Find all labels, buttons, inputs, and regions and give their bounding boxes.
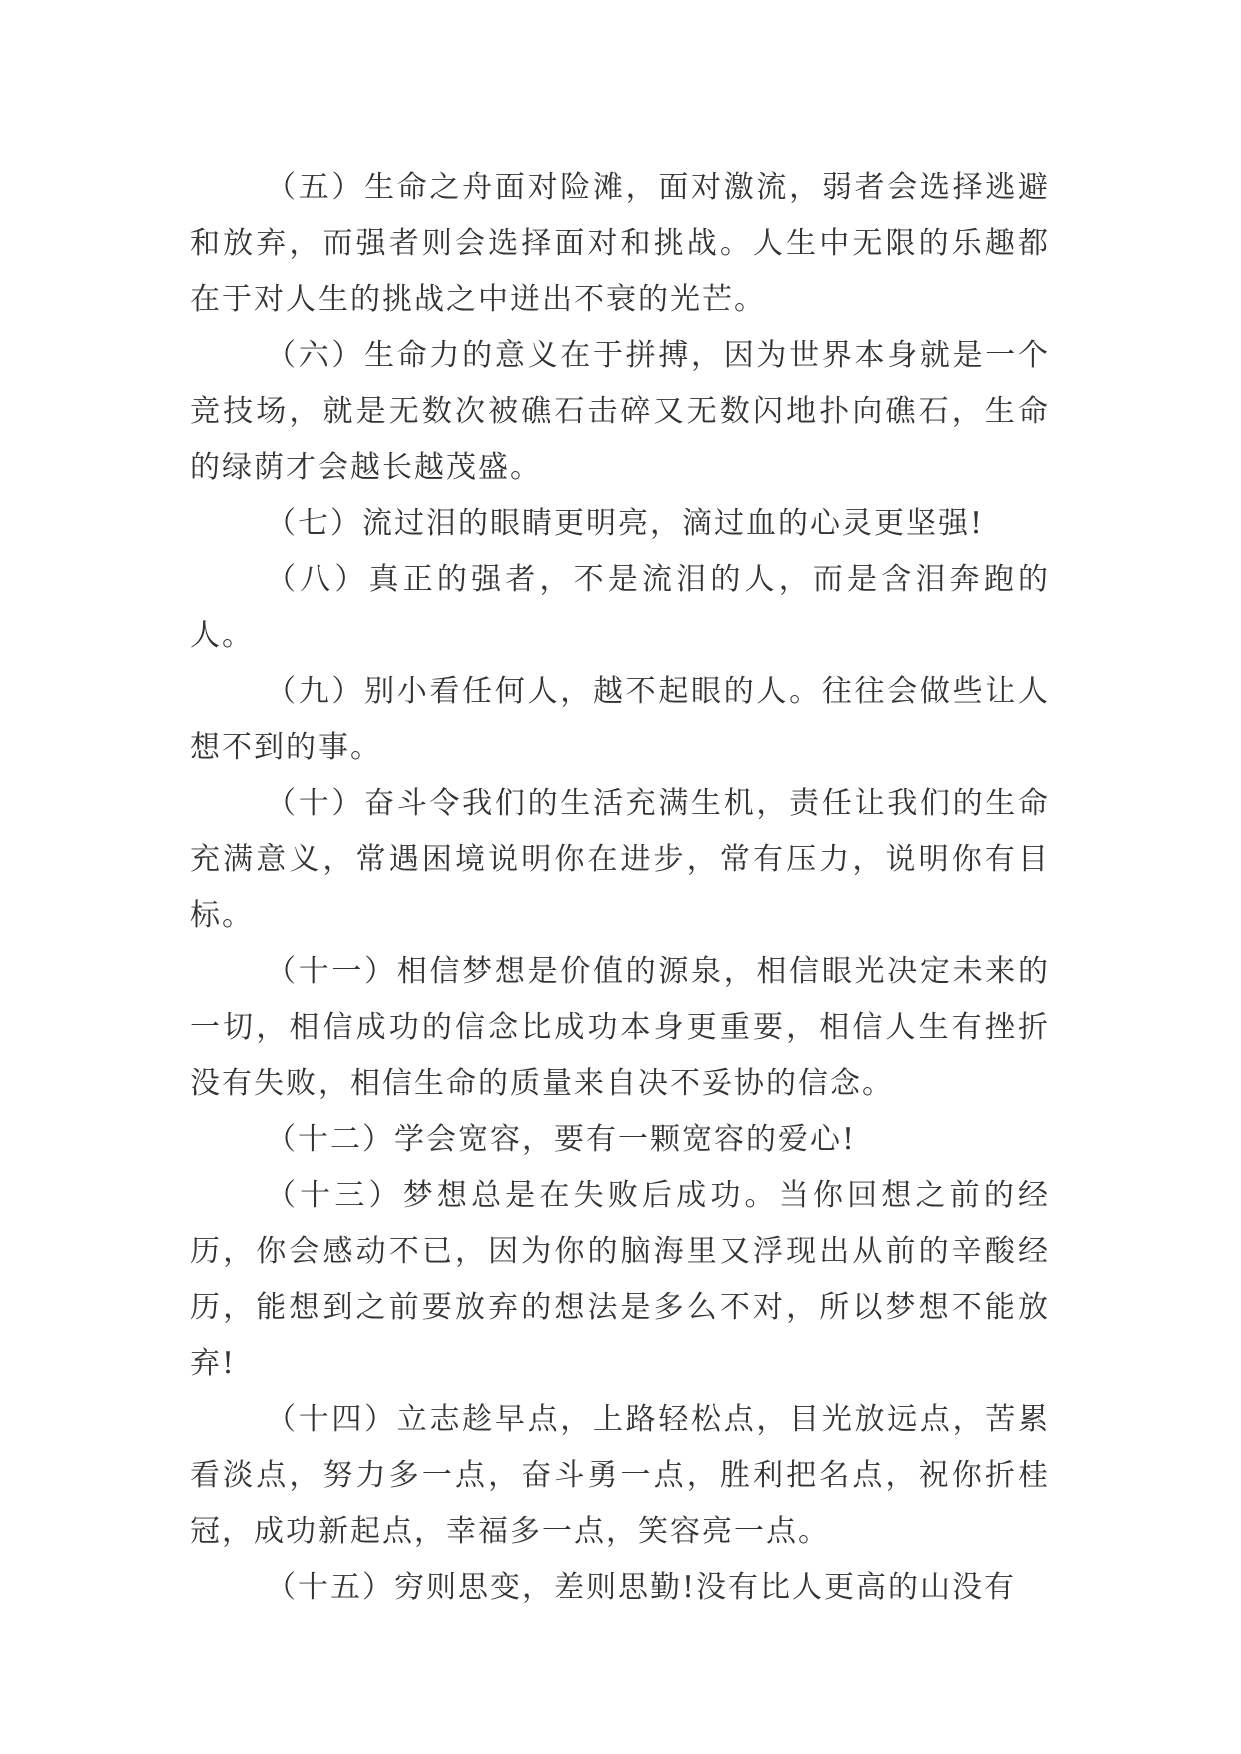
paragraph-9: （九）别小看任何人，越不起眼的人。往往会做些让人想不到的事。 bbox=[190, 674, 1050, 765]
paragraph-6: （六）生命力的意义在于拼搏，因为世界本身就是一个竞技场，就是无数次被礁石击碎又无数闪地扑向礁石，生命的绿荫才会越长越茂盛。 bbox=[190, 338, 1050, 485]
paragraph-12: （十二）学会宽容，要有一颗宽容的爱心! bbox=[266, 1122, 857, 1157]
paragraph-5: （五）生命之舟面对险滩，面对激流，弱者会选择逃避和放弃，而强者则会选择面对和挑战。人生中无限的乐趣都在于对人生的挑战之中迸出不衰的光芒。 bbox=[190, 170, 1050, 317]
paragraph-10: （十）奋斗令我们的生活充满生机，责任让我们的生命充满意义，常遇困境说明你在进步，常有压力，说明你有目标。 bbox=[190, 786, 1050, 933]
document-body bbox=[190, 160, 1050, 1616]
paragraph-15: （十五）穷则思变，差则思勤!没有比人更高的山没有 bbox=[266, 1570, 1017, 1605]
paragraph-11: （十一）相信梦想是价值的源泉，相信眼光决定未来的一切，相信成功的信念比成功本身更重要，相信人生有挫折没有失败，相信生命的质量来自决不妥协的信念。 bbox=[190, 954, 1050, 1101]
paragraph-14: （十四）立志趁早点，上路轻松点，目光放远点，苦累看淡点，努力多一点，奋斗勇一点，胜利把名点，祝你折桂冠，成功新起点，幸福多一点，笑容亮一点。 bbox=[190, 1402, 1050, 1549]
paragraph-8: （八）真正的强者，不是流泪的人，而是含泪奔跑的人。 bbox=[190, 562, 1050, 653]
paragraph-7: （七）流过泪的眼睛更明亮，滴过血的心灵更坚强! bbox=[266, 506, 985, 541]
paragraph-13: （十三）梦想总是在失败后成功。当你回想之前的经历，你会感动不已，因为你的脑海里又浮现出从前的辛酸经历，能想到之前要放弃的想法是多么不对，所以梦想不能放弃! bbox=[190, 1178, 1050, 1381]
